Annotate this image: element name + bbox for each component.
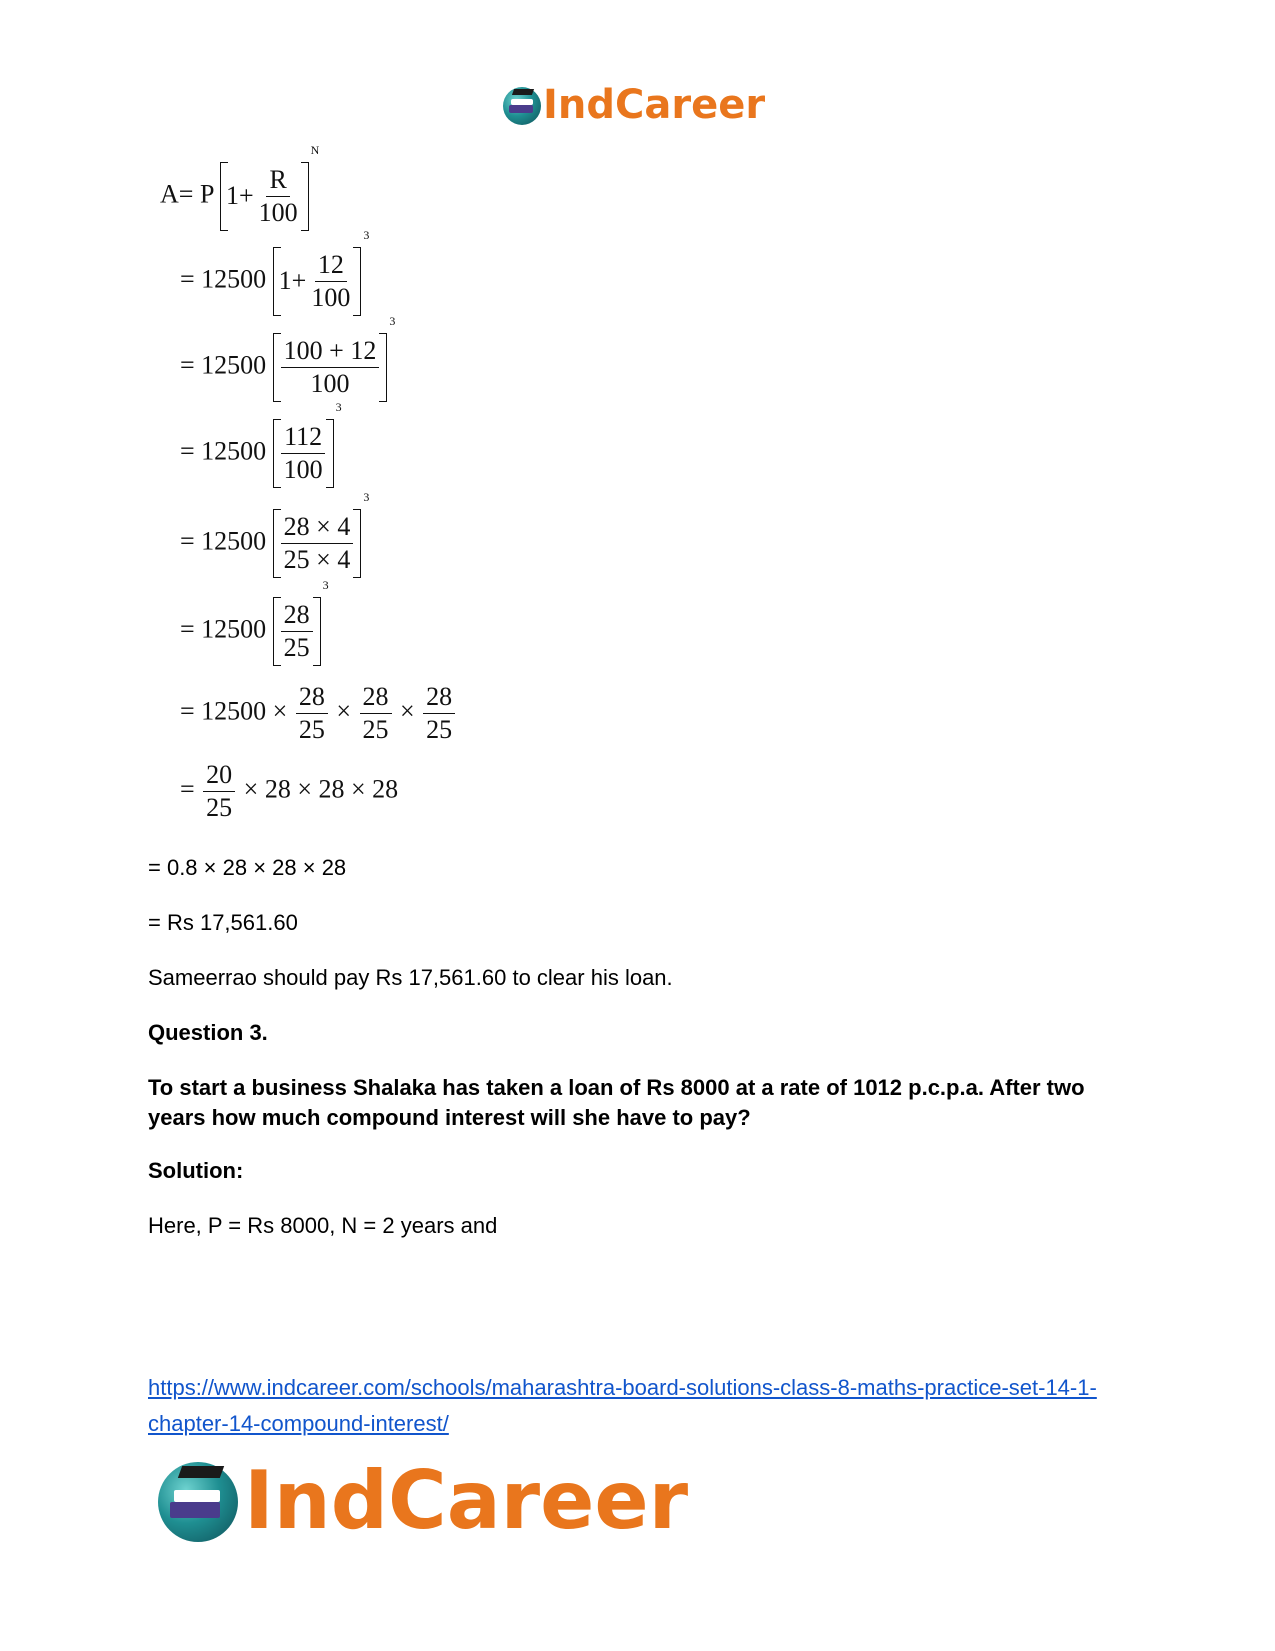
denominator: 25: [283, 632, 310, 662]
fraction: [203, 760, 235, 823]
formula-line-6: [180, 578, 329, 663]
fraction: [281, 512, 354, 575]
equals-term: = 12500: [180, 350, 267, 380]
result-line-amount: = Rs 17,561.60: [148, 910, 298, 935]
fraction: [281, 336, 380, 399]
question-label: Question 3.: [148, 1020, 268, 1045]
exponent: 3: [389, 314, 396, 328]
equals-term: = 12500 ×: [180, 696, 288, 726]
fraction: [360, 682, 392, 745]
graduation-book-globe-icon: [503, 85, 543, 125]
formula-line-3: [180, 314, 396, 399]
numerator: 28: [296, 682, 328, 714]
numerator: 12: [315, 250, 347, 282]
fraction: [256, 165, 301, 228]
denominator: 100: [283, 454, 323, 484]
fraction: [308, 250, 353, 313]
denominator: 25: [206, 792, 233, 822]
numerator: 28 × 4: [281, 512, 354, 544]
solution-label: Solution:: [148, 1158, 244, 1183]
denominator: 100: [311, 282, 351, 312]
exponent: N: [310, 143, 320, 157]
bracket-group: [273, 600, 321, 663]
numerator: R: [266, 165, 289, 197]
question-body: To start a business Shalaka has taken a loan of Rs 8000 at a rate of 1012 p.c.p.a. After two years how much compound interest will she have to pay?: [148, 1075, 1085, 1130]
fraction: [281, 600, 313, 663]
fraction: [296, 682, 328, 745]
fraction: [281, 422, 326, 485]
solution-line: Here, P = Rs 8000, N = 2 years and: [148, 1213, 498, 1238]
formula-lhs: A= P: [160, 179, 214, 209]
denominator: 25 × 4: [283, 544, 351, 574]
fraction: [423, 682, 455, 745]
denominator: 25: [362, 714, 389, 744]
header-logo: [503, 80, 765, 130]
formula-line-4: [180, 400, 342, 485]
exponent: 3: [335, 400, 342, 414]
numerator: 100 + 12: [281, 336, 380, 368]
term: 1+: [278, 266, 307, 296]
exponent: 3: [322, 578, 329, 592]
conclusion-text: Sameerrao should pay Rs 17,561.60 to clear his loan.: [148, 965, 673, 990]
formula-line-2: [180, 228, 370, 313]
numerator: 28: [360, 682, 392, 714]
numerator: 28: [423, 682, 455, 714]
brand-wordmark: IndCareer: [543, 82, 766, 128]
formula-line-1: [160, 143, 320, 228]
source-link[interactable]: https://www.indcareer.com/schools/maharashtra-board-solutions-class-8-maths-practice-set-14-1-chapter-14-compound-interest/: [148, 1375, 1097, 1436]
times-sign: ×: [400, 696, 415, 726]
formula-line-5: [180, 490, 370, 575]
numerator: 28: [281, 600, 313, 632]
bracket-group: [220, 165, 309, 228]
numerator: 112: [281, 422, 325, 454]
equals-term: = 12500: [180, 264, 267, 294]
denominator: 25: [298, 714, 325, 744]
denominator: 25: [426, 714, 453, 744]
exponent: 3: [363, 228, 370, 242]
product-term: × 28 × 28 × 28: [243, 774, 399, 804]
formula-line-8: [180, 760, 398, 823]
bracket-group: [273, 336, 388, 399]
equals-term: = 12500: [180, 526, 267, 556]
numerator: 20: [203, 760, 235, 792]
equals-term: =: [180, 774, 195, 804]
bracket-group: [273, 512, 362, 575]
bracket-group: [273, 422, 334, 485]
result-line-decimal: = 0.8 × 28 × 28 × 28: [148, 855, 347, 880]
equals-term: = 12500: [180, 436, 267, 466]
equals-term: = 12500: [180, 614, 267, 644]
graduation-book-globe-icon: [158, 1458, 242, 1542]
denominator: 100: [310, 368, 350, 398]
times-sign: ×: [336, 696, 351, 726]
denominator: 100: [258, 197, 298, 227]
term: 1+: [225, 181, 254, 211]
brand-wordmark: IndCareer: [244, 1453, 689, 1547]
exponent: 3: [363, 490, 370, 504]
formula-line-7: [180, 682, 457, 745]
bracket-group: [273, 250, 362, 313]
footer-logo: [158, 1455, 688, 1545]
